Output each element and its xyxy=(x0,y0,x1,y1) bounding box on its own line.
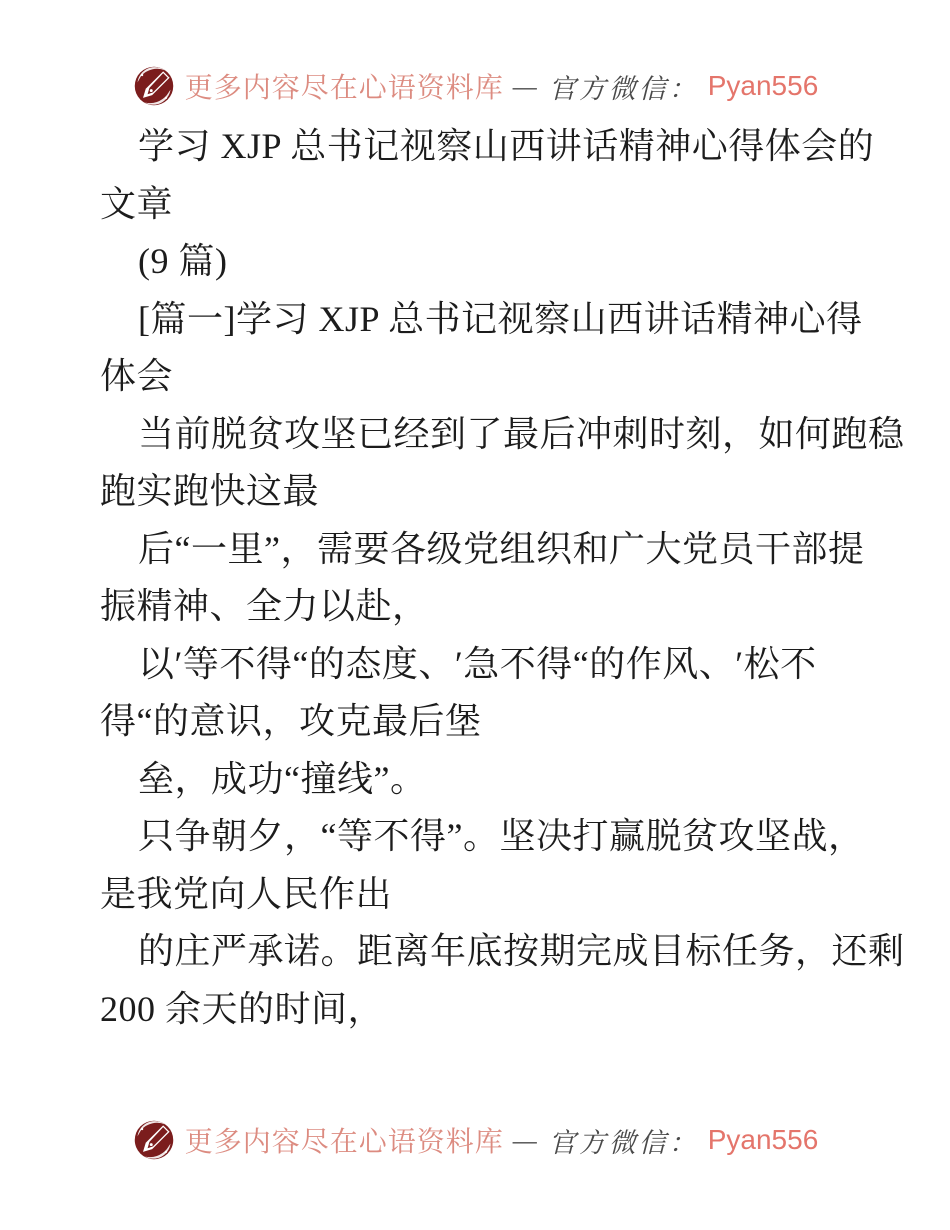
document-line: 的庄严承诺。距离年底按期完成目标任务，还剩 xyxy=(138,931,905,971)
pen-nib-logo-icon xyxy=(132,1118,176,1162)
watermark-wechat-id: Pyan556 xyxy=(707,70,819,101)
document-line: 后“一里”，需要各级党组织和广大党员干部提 xyxy=(138,528,865,569)
document-line: 当前脱贫攻坚已经到了最后冲刺时刻，如何跑稳 xyxy=(138,413,905,454)
document-line: 得“的意识，攻克最后堡 xyxy=(100,701,482,741)
document-line: 体会 xyxy=(100,356,174,396)
document-line: 跑实跑快这最 xyxy=(100,471,320,511)
watermark-site-text: 更多内容尽在心语资料库 xyxy=(184,73,504,104)
header-watermark xyxy=(0,64,950,108)
document-line: 学习 XJP 总书记视察山西讲话精神心得体会的 xyxy=(138,126,875,166)
watermark-site-text: 更多内容尽在心语资料库 xyxy=(184,1127,504,1158)
document-line: 垒，成功“撞线”。 xyxy=(138,758,427,799)
document-line: 是我党向人民作出 xyxy=(100,873,393,914)
document-body xyxy=(100,118,905,1038)
watermark-separator: — xyxy=(512,70,540,101)
document-line: 振精神、全力以赴， xyxy=(100,586,429,626)
watermark-wechat-id: Pyan556 xyxy=(707,1124,819,1155)
document-line: 只争朝夕，“等不得”。坚决打赢脱贫攻坚战， xyxy=(138,816,865,856)
document-line: 文章 xyxy=(100,183,174,224)
document-line: 以′等不得“的态度、′急不得“的作风、′松不 xyxy=(138,643,817,684)
document-line: 200 余天的时间， xyxy=(100,988,385,1029)
document-line: (9 篇) xyxy=(138,241,228,281)
watermark-wechat-label: 官方微信： xyxy=(548,1127,699,1158)
watermark-separator: — xyxy=(512,1124,540,1155)
pen-nib-logo-icon xyxy=(132,64,176,108)
watermark-wechat-label: 官方微信： xyxy=(548,73,699,104)
footer-watermark xyxy=(0,1118,950,1162)
document-line: [篇一]学习 XJP 总书记视察山西讲话精神心得 xyxy=(138,298,863,339)
